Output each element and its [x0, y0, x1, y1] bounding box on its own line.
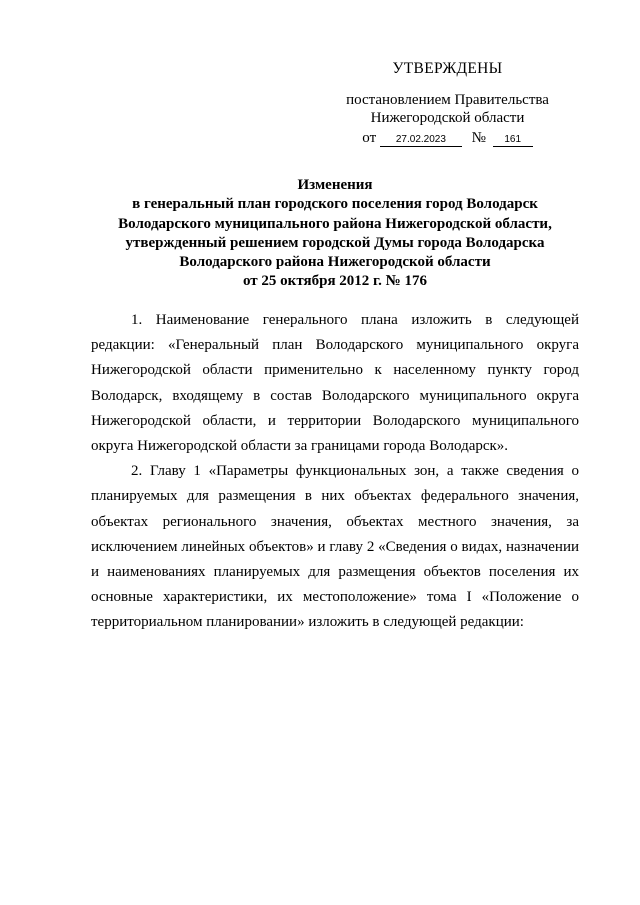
title-line-5: Володарского района Нижегородской области	[179, 254, 491, 271]
title-line-3: Володарского муниципального района Нижегородской области,	[118, 215, 552, 232]
date-prefix: от	[362, 130, 377, 146]
approval-date: 27.02.2023	[380, 134, 462, 147]
title-line-2: в генеральный план городского поселения город Володарск	[132, 196, 538, 213]
number-sign: №	[471, 130, 486, 146]
approval-region-line: Нижегородской области	[370, 110, 525, 126]
paragraph-1: 1. Наименование генерального плана изложить в следующей редакции: «Генеральный план Володарского муниципального округа Нижегородской области применительно к населенному пункту город Володарск, входящему в состав Володарского муниципального округа Нижегородской области, и территории Володарского муниципального округа Нижегородской области за границами города Володарск».	[91, 312, 579, 455]
approval-authority-line: постановлением Правительства	[346, 92, 549, 108]
title-line-4: утвержденный решением городской Думы города Володарска	[125, 234, 545, 251]
document-title	[82, 176, 588, 292]
approved-label: УТВЕРЖДЕНЫ	[392, 60, 503, 77]
approval-block	[335, 60, 560, 147]
title-line-1: Изменения	[297, 177, 373, 193]
document-body	[91, 308, 579, 636]
approval-number: 161	[493, 134, 533, 147]
paragraph-2: 2. Главу 1 «Параметры функциональных зон, а также сведения о планируемых для размещения в них объектах федерального значения, объектах регионального значения, объектах местного значения, за исключением линейных объектов» и главу 2 «Сведения о видах, назначении и наименованиях планируемых для размещения объектов поселения их основные характеристики, их местоположение» тома I «Положение о территориальном планировании» изложить в следующей редакции:	[91, 463, 579, 631]
approval-date-line	[335, 129, 560, 147]
title-line-6: от 25 октября 2012 г. № 176	[243, 273, 427, 290]
